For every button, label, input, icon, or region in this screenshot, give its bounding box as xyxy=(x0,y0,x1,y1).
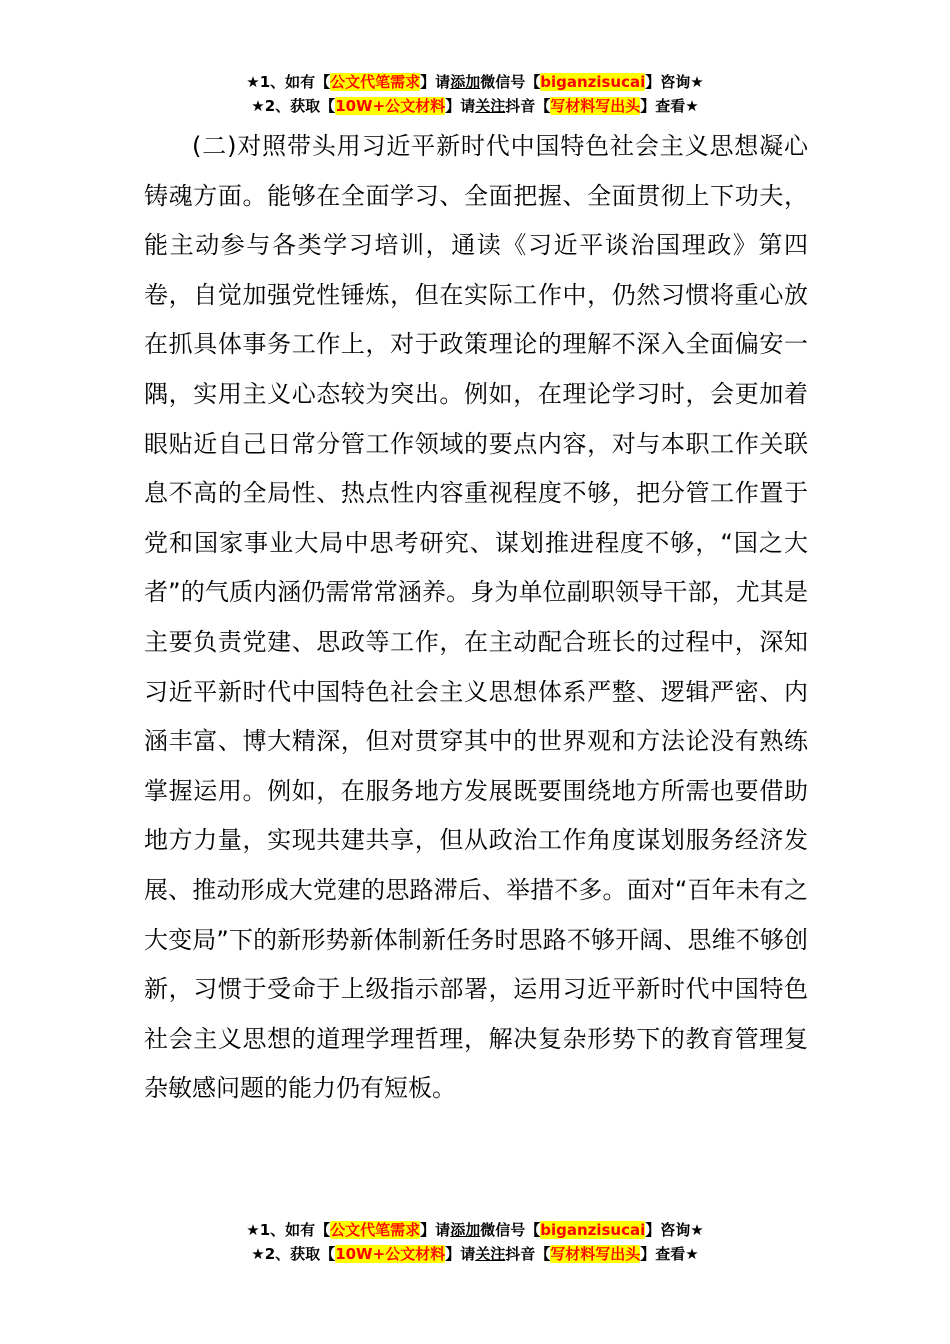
footer-line-1 xyxy=(0,1218,950,1242)
header-line-2-suffix: 】查看★ xyxy=(640,97,699,115)
header-underlined-follow: 关注 xyxy=(475,97,506,115)
header-line-1-suffix: 】咨询★ xyxy=(645,73,704,91)
footer-highlight-douyin-id: 写材料写出头 xyxy=(550,1245,641,1263)
footer-line-2-suffix: 】查看★ xyxy=(640,1245,699,1263)
footer-highlight-materials: 10W+公文材料 xyxy=(335,1245,446,1263)
header-line-1-wechat-label: 微信号【 xyxy=(480,73,541,91)
body-text xyxy=(144,122,808,1114)
header-highlight-wechat-id: biganzisucai xyxy=(540,73,646,91)
footer-underlined-add: 添加 xyxy=(450,1221,481,1239)
footer-line-2-prefix: ★2、获取【 xyxy=(251,1245,336,1263)
header-line-2-text: 】请 xyxy=(445,97,476,115)
footer-highlight-wechat-id: biganzisucai xyxy=(540,1221,646,1239)
header-line-1-prefix: ★1、如有【 xyxy=(246,73,331,91)
footer-line-1-text: 】请 xyxy=(420,1221,451,1239)
footer-banner xyxy=(0,1218,950,1266)
footer-line-1-wechat-label: 微信号【 xyxy=(480,1221,541,1239)
footer-highlight-ghostwriting: 公文代笔需求 xyxy=(330,1221,421,1239)
body-paragraph: (二)对照带头用习近平新时代中国特色社会主义思想凝心铸魂方面。能够在全面学习、全面把握、全面贯彻上下功夫，能主动参与各类学习培训，通读《习近平谈治国理政》第四卷，自觉加强党性锤炼，但在实际工作中，仍然习惯将重心放在抓具体事务工作上，对于政策理论的理解不深入全面偏安一隅，实用主义心态较为突出。例如，在理论学习时，会更加着眼贴近自己日常分管工作领域的要点内容，对与本职工作关联息不高的全局性、热点性内容重视程度不够，把分管工作置于党和国家事业大局中思考研究、谋划推进程度不够，“国之大者”的气质内涵仍需常常涵养。身为单位副职领导干部，尤其是主要负责党建、思政等工作，在主动配合班长的过程中，深知习近平新时代中国特色社会主义思想体系严整、逻辑严密、内涵丰富、博大精深，但对贯穿其中的世界观和方法论没有熟练掌握运用。例如，在服务地方发展既要围绕地方所需也要借助地方力量，实现共建共享，但从政治工作角度谋划服务经济发展、推动形成大党建的思路滞后、举措不多。面对“百年未有之大变局”下的新形势新体制新任务时思路不够开阔、思维不够创新，习惯于受命于上级指示部署，运用习近平新时代中国特色社会主义思想的道理学理哲理，解决复杂形势下的教育管理复杂敏感问题的能力仍有短板。 xyxy=(144,132,808,1103)
header-highlight-douyin-id: 写材料写出头 xyxy=(550,97,641,115)
header-highlight-ghostwriting: 公文代笔需求 xyxy=(330,73,421,91)
header-line-2-douyin-label: 抖音【 xyxy=(505,97,551,115)
header-underlined-add: 添加 xyxy=(450,73,481,91)
header-banner xyxy=(0,70,950,118)
header-line-2-prefix: ★2、获取【 xyxy=(251,97,336,115)
footer-underlined-follow: 关注 xyxy=(475,1245,506,1263)
header-line-1-text: 】请 xyxy=(420,73,451,91)
footer-line-2-douyin-label: 抖音【 xyxy=(505,1245,551,1263)
header-line-1 xyxy=(0,70,950,94)
footer-line-2 xyxy=(0,1242,950,1266)
footer-line-1-suffix: 】咨询★ xyxy=(645,1221,704,1239)
footer-line-1-prefix: ★1、如有【 xyxy=(246,1221,331,1239)
header-line-2 xyxy=(0,94,950,118)
footer-line-2-text: 】请 xyxy=(445,1245,476,1263)
header-highlight-materials: 10W+公文材料 xyxy=(335,97,446,115)
